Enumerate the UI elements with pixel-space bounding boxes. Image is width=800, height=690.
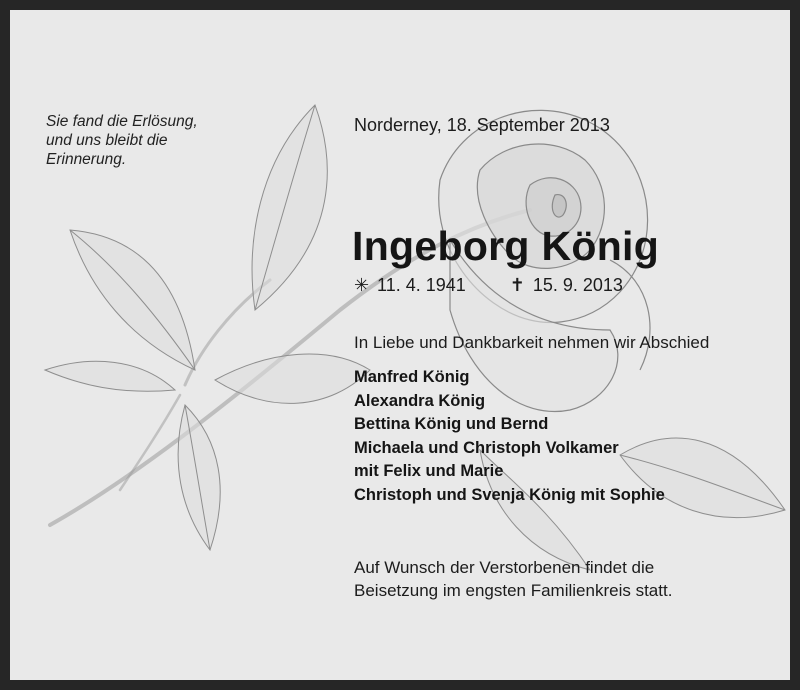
farewell-line: In Liebe und Dankbarkeit nehmen wir Abschied xyxy=(354,333,710,352)
place-and-date: Norderney, 18. September 2013 xyxy=(354,115,610,135)
memorial-quote xyxy=(46,112,198,169)
quote-line: Erinnerung. xyxy=(46,151,127,168)
funeral-notice-text xyxy=(354,556,672,602)
closing-line: Beisetzung im engsten Familienkreis statt. xyxy=(354,581,673,600)
quote-line: Sie fand die Erlösung, xyxy=(46,113,198,130)
mourner-name: Michaela und Christoph Volkamer xyxy=(354,438,619,457)
mourner-name: Bettina König und Bernd xyxy=(354,415,549,434)
quote-line: und uns bleibt die xyxy=(46,132,168,149)
birth-star-icon: ✳ xyxy=(354,275,370,295)
mourners-list xyxy=(354,366,665,508)
mourner-name: Christoph und Svenja König mit Sophie xyxy=(354,485,665,504)
birth-date: 11. 4. 1941 xyxy=(377,275,466,295)
mourner-name: Manfred König xyxy=(354,368,470,386)
life-dates xyxy=(354,275,623,296)
mourner-name: Alexandra König xyxy=(354,391,486,410)
deceased-name: Ingeborg König xyxy=(352,223,660,269)
mourner-name: mit Felix und Marie xyxy=(354,462,504,481)
closing-line: Auf Wunsch der Verstorbenen findet die xyxy=(354,558,655,577)
death-cross-icon: ✝ xyxy=(509,275,525,295)
death-date: 15. 9. 2013 xyxy=(532,275,623,295)
